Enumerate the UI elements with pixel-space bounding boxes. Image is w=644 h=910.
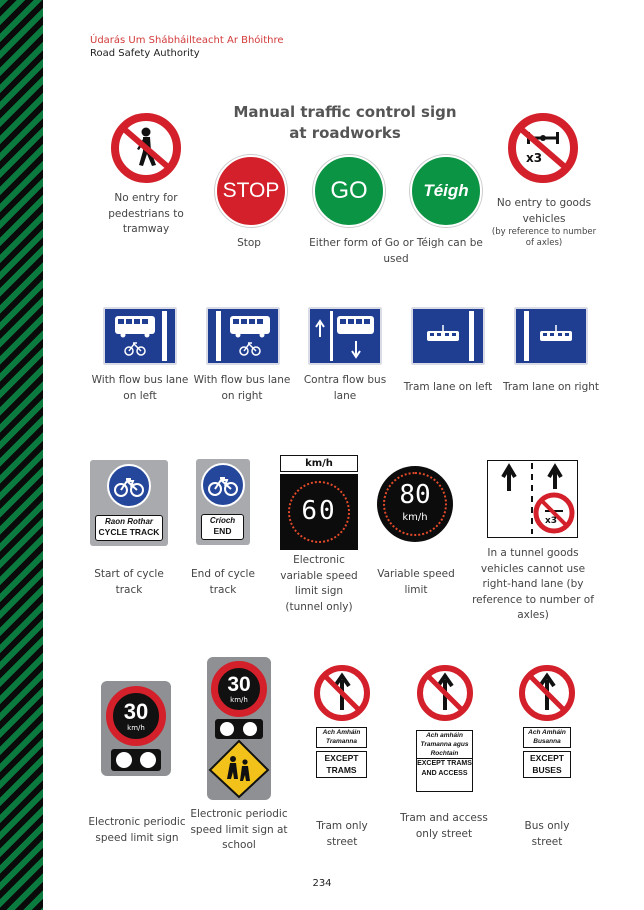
caption-tram-only: Tram only street bbox=[316, 820, 368, 848]
speed-limit-unit: km/h bbox=[230, 696, 248, 704]
plate-english-text: END bbox=[213, 526, 232, 536]
no-ahead-icon bbox=[518, 664, 576, 722]
caption-cycle-end: End of cycle track bbox=[191, 568, 255, 596]
cycle-track-start-sign bbox=[90, 460, 168, 546]
tram-only-street-sign bbox=[313, 664, 371, 782]
caption-periodic-school: Electronic periodic speed limit sign at school bbox=[190, 808, 288, 851]
led-speed-value: 60 bbox=[301, 496, 337, 526]
caption-stop: Stop bbox=[237, 237, 261, 249]
english-plate: EXCEPT TRAMS AND ACCESS bbox=[416, 758, 473, 792]
axle-count-text: x3 bbox=[545, 516, 558, 526]
caption-bus-lane-left: With flow bus lane on left bbox=[91, 374, 189, 402]
caption-no-entry-pedestrians: No entry for pedestrians to tramway bbox=[108, 192, 184, 235]
cycle-track-end-sign bbox=[196, 459, 250, 545]
caption-bus-lane-right: With flow bus lane on right bbox=[193, 374, 291, 402]
plate-irish-text: Raon Rothar bbox=[105, 517, 153, 526]
tunnel-goods-lane-sign bbox=[487, 460, 578, 538]
no-ahead-icon bbox=[416, 664, 474, 722]
school-children-icon bbox=[207, 739, 271, 799]
no-entry-pedestrians-sign bbox=[111, 113, 181, 183]
bus-only-street-sign bbox=[518, 664, 576, 782]
stop-sign-text: STOP bbox=[222, 179, 280, 202]
irish-plate: Ach Amháin Tramanna bbox=[316, 727, 367, 748]
caption-cycle-start: Start of cycle track bbox=[94, 568, 164, 596]
plate-irish-text: Críoch bbox=[209, 516, 236, 525]
periodic-speed-school-sign bbox=[207, 657, 271, 800]
bicycle-icon bbox=[201, 463, 245, 507]
caption-variable-speed: Variable speed limit bbox=[377, 568, 455, 596]
warning-lights bbox=[215, 719, 263, 739]
english-plate: EXCEPT TRAMS bbox=[316, 751, 367, 778]
tram-lane-left-sign bbox=[411, 307, 485, 365]
caption-contra-flow-bus: Contra flow bus lane bbox=[303, 374, 387, 402]
bus-lane-left-sign bbox=[103, 307, 177, 365]
variable-speed-limit-sign bbox=[377, 466, 453, 542]
irish-plate: Ach amháin Tramanna agus Rochtain bbox=[416, 730, 473, 760]
variable-speed-unit: km/h bbox=[402, 512, 428, 523]
contra-flow-bus-lane-sign bbox=[308, 307, 382, 365]
authority-name-irish: Údarás Um Shábháilteacht Ar Bhóithre bbox=[90, 35, 284, 46]
periodic-speed-limit-sign bbox=[101, 681, 171, 776]
section-title: Manual traffic control sign at roadworks bbox=[233, 103, 457, 142]
caption-tunnel-goods: In a tunnel goods vehicles cannot use right-hand lane (by reference to number of axles) bbox=[472, 547, 594, 621]
speed-limit-unit: km/h bbox=[127, 724, 145, 732]
tram-access-only-street-sign bbox=[414, 664, 476, 794]
led-panel bbox=[280, 474, 358, 550]
stop-sign bbox=[215, 155, 287, 227]
side-stripe bbox=[0, 0, 43, 910]
caption-no-entry-goods bbox=[490, 196, 598, 249]
caption-electronic-variable: Electronic variable speed limit sign (tunnel only) bbox=[280, 554, 358, 613]
end-plate bbox=[201, 514, 244, 540]
cycle-track-plate bbox=[95, 515, 163, 541]
no-entry-goods-vehicles-sign bbox=[508, 113, 578, 183]
go-sign-text: GO bbox=[330, 177, 368, 204]
caption-tram-lane-right: Tram lane on right bbox=[502, 381, 600, 393]
tram-lane-right-sign bbox=[514, 307, 588, 365]
axle-count-text: x3 bbox=[526, 151, 543, 165]
speed-limit-value: 30 bbox=[123, 699, 149, 724]
plate-english-text: CYCLE TRACK bbox=[98, 527, 160, 537]
page-number: 234 bbox=[312, 878, 332, 889]
bus-lane-right-sign bbox=[206, 307, 280, 365]
caption-go-teigh: Either form of Go or Téigh can be used bbox=[309, 237, 483, 265]
caption-bus-only: Bus only street bbox=[524, 820, 570, 848]
no-ahead-icon bbox=[313, 664, 371, 722]
caption-tram-lane-left: Tram lane on left bbox=[403, 381, 493, 393]
caption-no-entry-goods-note: (by reference to number of axles) bbox=[491, 227, 597, 248]
warning-lights bbox=[111, 749, 161, 771]
speed-limit-value: 30 bbox=[227, 673, 251, 696]
bicycle-icon bbox=[107, 464, 151, 508]
variable-speed-value: 80 bbox=[399, 480, 431, 510]
teigh-sign-text: Téigh bbox=[423, 181, 469, 200]
english-plate: EXCEPT BUSES bbox=[523, 751, 571, 778]
authority-name-english: Road Safety Authority bbox=[90, 48, 200, 59]
speed-limit-roundel bbox=[106, 686, 166, 746]
kmh-label: km/h bbox=[280, 455, 358, 472]
teigh-sign bbox=[410, 155, 482, 227]
go-sign bbox=[313, 155, 385, 227]
electronic-variable-speed-sign bbox=[280, 455, 358, 550]
caption-tram-access: Tram and access only street bbox=[400, 812, 488, 840]
speed-limit-roundel bbox=[211, 661, 267, 717]
caption-no-entry-goods-main: No entry to goods vehicles bbox=[496, 197, 592, 225]
irish-plate: Ach Amháin Busanna bbox=[523, 727, 571, 748]
caption-periodic-speed: Electronic periodic speed limit sign bbox=[88, 816, 186, 844]
